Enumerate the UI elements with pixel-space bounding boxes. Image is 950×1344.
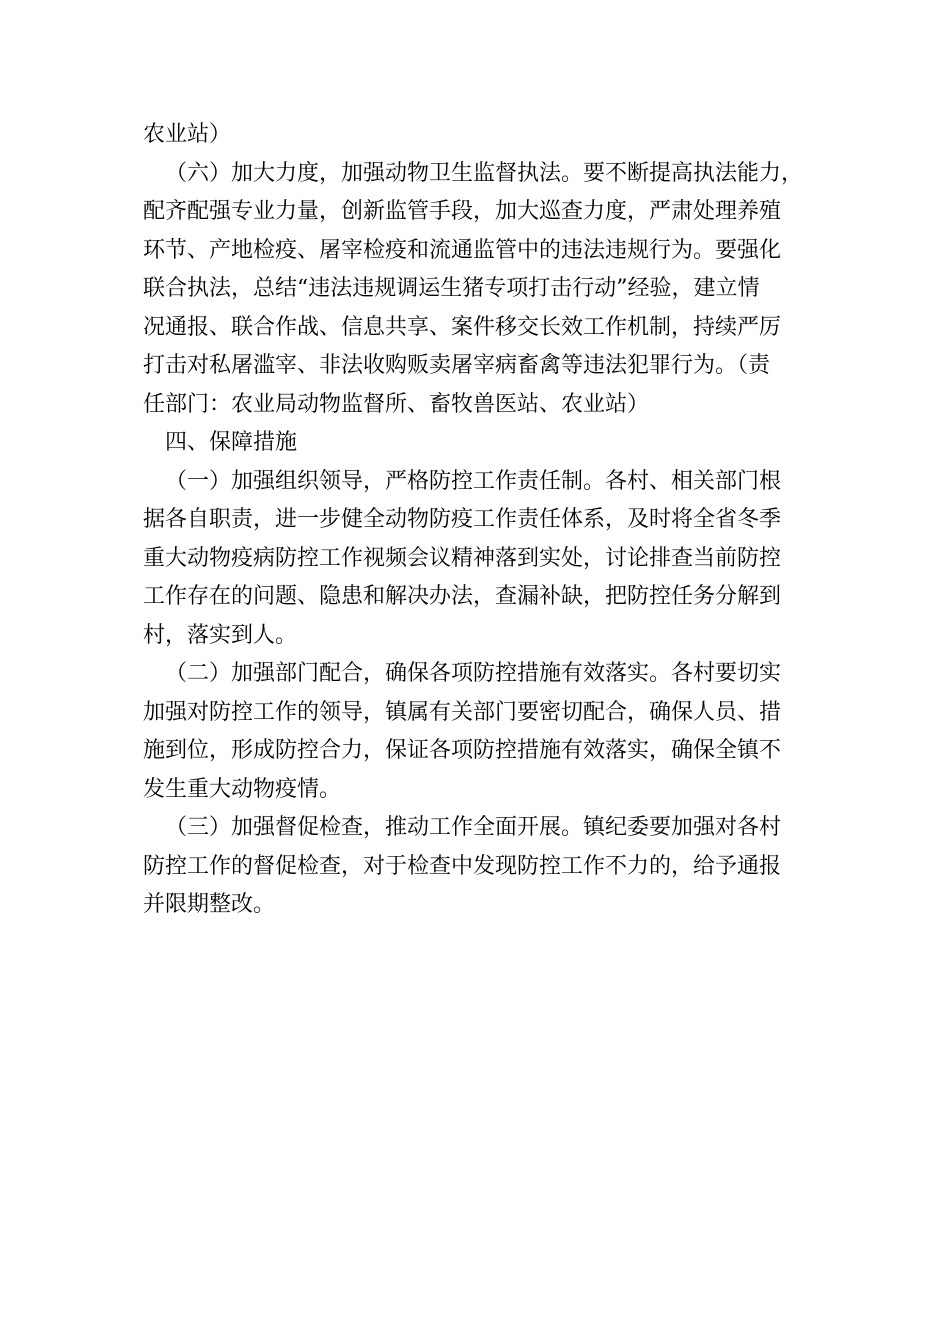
text-line: （六）加大力度，加强动物卫生监督执法。要不断提高执法能力， bbox=[165, 160, 804, 186]
document-body bbox=[143, 116, 811, 925]
text-line: 打击对私屠滥宰、非法收购贩卖屠宰病畜禽等违法犯罪行为。（责 bbox=[143, 353, 771, 378]
text-line: 重大动物疫病防控工作视频会议精神落到实处，讨论排查当前防控 bbox=[143, 545, 782, 571]
text-line: 农业站） bbox=[143, 122, 232, 147]
text-line: 配齐配强专业力量，创新监管手段，加大巡查力度，严肃处理养殖 bbox=[143, 199, 782, 224]
text-line: （一）加强组织领导，严格防控工作责任制。各村、相关部门根 bbox=[165, 468, 782, 494]
text-line: 加强对防控工作的领导，镇属有关部门要密切配合，确保人员、措 bbox=[143, 699, 782, 725]
text-line: 发生重大动物疫情。 bbox=[143, 776, 342, 802]
text-line: 施到位，形成防控合力，保证各项防控措施有效落实，确保全镇不 bbox=[143, 738, 782, 763]
text-line: 联合执法，总结“违法违规调运生猪专项打击行动”经验，建立情 bbox=[143, 276, 760, 301]
text-line: 环节、产地检疫、屠宰检疫和流通监管中的违法违规行为。要强化 bbox=[143, 237, 782, 263]
text-line: 村，落实到人。 bbox=[143, 622, 298, 648]
text-line: （三）加强督促检查，推动工作全面开展。镇纪委要加强对各村 bbox=[165, 815, 782, 840]
section-heading: 四、保障措施 bbox=[165, 430, 298, 455]
text-line: 任部门：农业局动物监督所、畜牧兽医站、农业站） bbox=[143, 391, 650, 417]
text-line: 况通报、联合作战、信息共享、案件移交长效工作机制，持续严厉 bbox=[143, 314, 782, 340]
text-line: 防控工作的督促检查，对于检查中发现防控工作不力的，给予通报 bbox=[143, 853, 782, 879]
text-line: 工作存在的问题、隐患和解决办法，查漏补缺，把防控任务分解到 bbox=[143, 584, 782, 609]
text-line: （二）加强部门配合，确保各项防控措施有效落实。各村要切实 bbox=[165, 661, 782, 686]
text-line: 据各自职责，进一步健全动物防疫工作责任体系，及时将全省冬季 bbox=[143, 507, 782, 532]
text-line: 并限期整改。 bbox=[143, 892, 276, 917]
